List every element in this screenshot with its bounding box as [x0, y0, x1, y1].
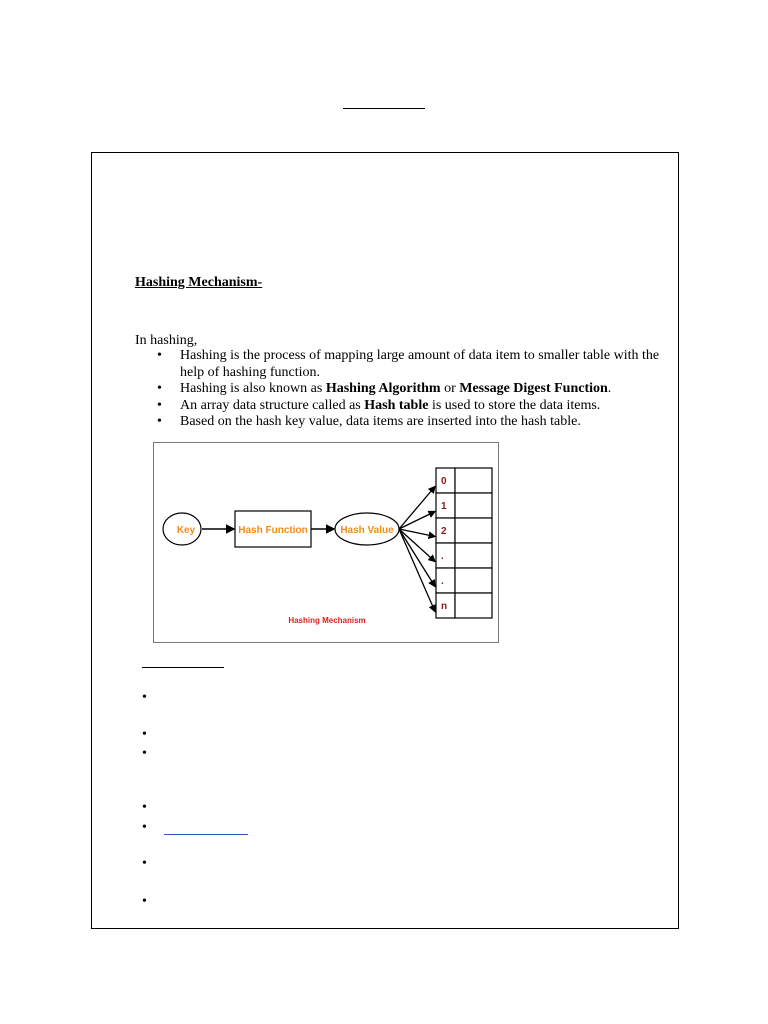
hash-table-slot-label: 2: [441, 526, 447, 537]
bullet-text: An array data structure called as: [180, 397, 365, 413]
intro-text: In hashing,: [135, 333, 198, 348]
hash-function-label: Hash Function: [238, 525, 308, 536]
hash-table-index-cell: [436, 543, 455, 568]
empty-bullet: •: [142, 856, 147, 871]
bullet-item: [135, 348, 660, 381]
bold-term: Hash table: [364, 397, 429, 413]
empty-bullet: •: [142, 800, 147, 815]
empty-bullet: •: [142, 690, 147, 705]
hash-table-value-cell: [455, 468, 492, 493]
bullet-text: or: [440, 381, 460, 396]
bullet-text: is used to store the data items.: [428, 397, 601, 413]
empty-bullet: •: [142, 820, 147, 835]
hash-table-slot-label: .: [441, 576, 444, 587]
diagram-caption: Hashing Mechanism: [288, 616, 366, 625]
hash-table-value-cell: [455, 518, 492, 543]
hash-table-value-cell: [455, 593, 492, 618]
empty-bullet: •: [142, 727, 147, 742]
top-title-underline: [343, 108, 425, 109]
bullet-item: [135, 398, 660, 415]
hash-table-value-cell: [455, 493, 492, 518]
hash-table-slot-label: 0: [441, 476, 447, 487]
bullet-text: Hashing is also known as: [180, 381, 326, 396]
key-label: Key: [176, 525, 196, 536]
bullet-text: Hashing is the process of mapping large amount of data item to smaller table with the help of hashing function.: [180, 348, 660, 380]
hash-table: [436, 468, 492, 618]
hash-table-slot-label: .: [441, 551, 444, 562]
bullet-text: Based on the hash key value, data items are inserted into the hash table.: [180, 414, 581, 429]
subheading-underline: [142, 667, 224, 668]
hash-table-index-cell: [436, 568, 455, 593]
bullet-item: [135, 414, 660, 431]
hash-table-slot-label: 1: [441, 501, 447, 512]
empty-bullet: •: [142, 894, 147, 909]
hash-table-value-cell: [455, 568, 492, 593]
hashing-diagram: [153, 442, 499, 643]
hash-value-label: Hash Value: [340, 525, 394, 536]
hyperlink-underline[interactable]: [164, 834, 248, 835]
bullet-list: [135, 348, 660, 431]
bold-term: Message Digest Function: [459, 381, 608, 396]
section-heading: Hashing Mechanism-: [135, 275, 263, 290]
empty-bullet: •: [142, 746, 147, 761]
hash-table-value-cell: [455, 543, 492, 568]
bold-term: Hashing Algorithm: [325, 381, 441, 396]
bullet-item: [135, 381, 660, 398]
bullet-text: .: [607, 381, 612, 396]
hash-table-slot-label: n: [441, 601, 448, 612]
